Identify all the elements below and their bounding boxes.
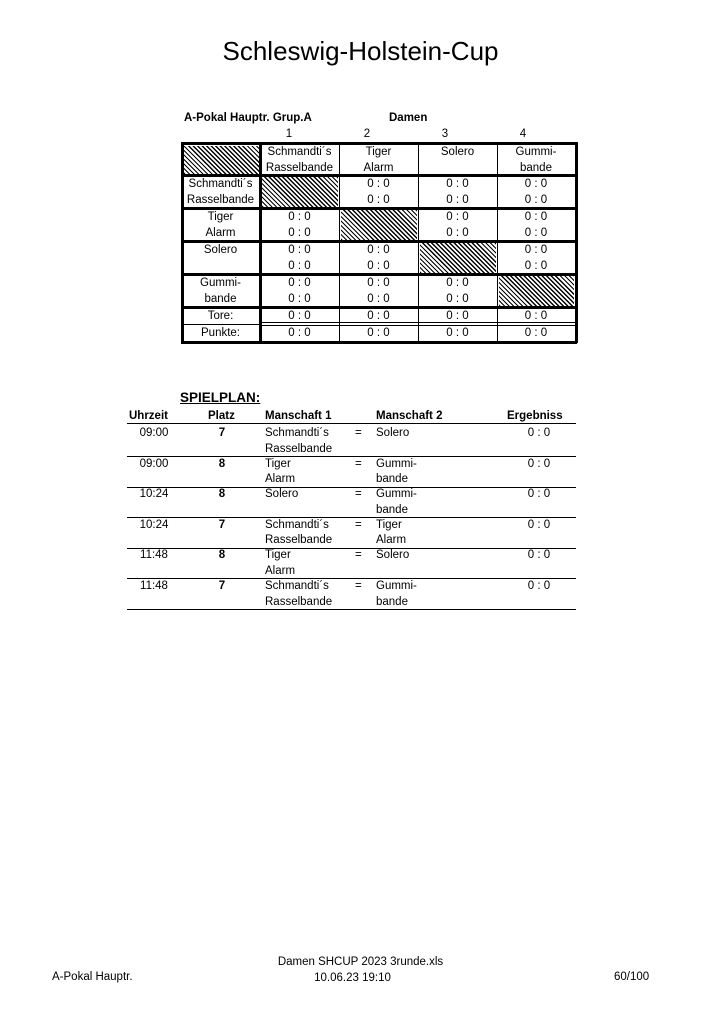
team-header: Alarm (363, 162, 394, 174)
match-team1: Rasselbande (265, 534, 333, 547)
row-border (181, 207, 577, 210)
match-team1: Schmandti´s (265, 580, 329, 592)
score-cell: 0 : 0 (367, 178, 390, 190)
match-separator: = (355, 457, 362, 470)
row-border (181, 324, 260, 325)
match-team1: Rasselbande (265, 442, 333, 455)
match-team1: Tiger (265, 457, 291, 470)
footer-datetime: 10.06.23 19:10 (314, 972, 391, 984)
match-time: 09:00 (139, 427, 169, 439)
match-field: 8 (218, 549, 226, 562)
team-header: Solero (440, 146, 475, 158)
hatched-cell (184, 146, 259, 174)
column-number: 4 (519, 128, 527, 140)
score-cell: 0 : 0 (367, 194, 390, 206)
team-row-label: Rasselbande (186, 194, 255, 206)
table-border (181, 341, 577, 344)
match-team1: Tiger (265, 549, 291, 562)
team-row-label: Solero (203, 244, 238, 256)
score-cell: 0 : 0 (524, 260, 548, 272)
score-cell: 0 : 0 (524, 211, 548, 223)
score-cell: 0 : 0 (367, 260, 390, 272)
match-time: 11:48 (140, 549, 168, 562)
match-separator: = (355, 518, 362, 531)
team-header: Gummi- (515, 146, 557, 158)
team-header: Schmandti´s (267, 146, 332, 158)
team-row-label: bande (204, 293, 237, 305)
column-border (339, 143, 340, 342)
totals-value: 0 : 0 (367, 310, 390, 322)
match-separator: = (355, 427, 362, 439)
team-header: Tiger (365, 146, 392, 158)
score-cell: 0 : 0 (446, 194, 469, 206)
column-number: 1 (285, 128, 293, 140)
totals-value: 0 : 0 (288, 327, 311, 339)
totals-value: 0 : 0 (524, 327, 548, 339)
score-cell: 0 : 0 (288, 293, 311, 305)
match-team1: Alarm (265, 564, 296, 577)
match-result: 0 : 0 (527, 518, 551, 531)
schedule-row-rule (127, 609, 576, 610)
score-cell: 0 : 0 (446, 293, 469, 305)
match-team2: bande (376, 473, 408, 486)
match-separator: = (355, 488, 362, 501)
team-header: Rasselbande (265, 162, 334, 174)
header-field: Platz (208, 410, 235, 422)
team-row-label: Gummi- (200, 277, 241, 289)
match-team2: bande (376, 503, 408, 516)
column-border (497, 143, 498, 342)
match-team2: Solero (376, 427, 410, 439)
match-team1: Rasselbande (265, 595, 333, 608)
match-result: 0 : 0 (527, 427, 551, 439)
hatched-cell (341, 210, 417, 240)
score-cell: 0 : 0 (288, 211, 311, 223)
match-time: 09:00 (139, 457, 169, 470)
schedule-title: SPIELPLAN: (180, 390, 261, 405)
column-border (418, 143, 419, 342)
match-time: 10:24 (139, 488, 169, 501)
totals-label: Punkte: (201, 327, 240, 339)
hatched-cell (499, 276, 574, 306)
match-team1: Schmandti´s (265, 427, 329, 439)
match-team2: Solero (376, 549, 410, 562)
row-border (181, 240, 577, 243)
score-cell: 0 : 0 (288, 260, 311, 272)
schedule-header-rule (127, 423, 576, 424)
table-border (181, 142, 184, 343)
score-cell: 0 : 0 (367, 293, 390, 305)
match-field: 8 (218, 457, 226, 470)
match-team2: Gummi- (376, 457, 417, 470)
table-border (181, 142, 577, 145)
match-result: 0 : 0 (527, 580, 551, 592)
header-team1: Manschaft 1 (265, 410, 332, 422)
hatched-cell (420, 243, 496, 273)
header-team2: Manschaft 2 (376, 410, 443, 422)
match-separator: = (355, 580, 362, 592)
footer-file: Damen SHCUP 2023 3runde.xls (277, 956, 444, 968)
score-cell: 0 : 0 (524, 194, 548, 206)
match-team1: Schmandti´s (265, 518, 329, 531)
match-team2: bande (376, 595, 408, 608)
match-field: 8 (218, 488, 226, 501)
match-field: 7 (218, 518, 226, 531)
column-border (259, 142, 262, 343)
match-result: 0 : 0 (527, 488, 551, 501)
match-result: 0 : 0 (527, 549, 551, 562)
score-cell: 0 : 0 (288, 227, 311, 239)
row-border (181, 306, 577, 309)
totals-value: 0 : 0 (288, 310, 311, 322)
team-row-label: Schmandti´s (188, 178, 253, 190)
row-border (181, 273, 577, 276)
score-cell: 0 : 0 (367, 277, 390, 289)
footer-left: A-Pokal Hauptr. (52, 971, 133, 983)
match-team1: Alarm (265, 473, 296, 486)
header-result: Ergebniss (507, 410, 563, 422)
group-category: Damen (389, 112, 428, 124)
match-field: 7 (218, 427, 226, 439)
team-header: bande (520, 162, 552, 174)
score-cell: 0 : 0 (524, 244, 548, 256)
score-cell: 0 : 0 (367, 244, 390, 256)
score-cell: 0 : 0 (446, 211, 469, 223)
match-field: 7 (218, 580, 226, 592)
header-time: Uhrzeit (129, 410, 168, 422)
group-name: A-Pokal Hauptr. Grup.A (184, 112, 312, 124)
page-title: Schleswig-Holstein-Cup (222, 36, 499, 66)
match-team2: Gummi- (376, 580, 417, 592)
match-separator: = (355, 549, 362, 562)
totals-label: Tore: (207, 310, 234, 322)
totals-value: 0 : 0 (446, 310, 469, 322)
footer-page-number: 60/100 (614, 971, 650, 983)
row-border (181, 174, 577, 177)
totals-value: 0 : 0 (524, 310, 548, 322)
match-team2: Tiger (376, 518, 402, 531)
table-border (575, 142, 578, 343)
hatched-cell (262, 177, 338, 207)
score-cell: 0 : 0 (524, 178, 548, 190)
totals-value: 0 : 0 (367, 327, 390, 339)
match-result: 0 : 0 (527, 457, 551, 470)
score-cell: 0 : 0 (446, 178, 469, 190)
column-number: 3 (441, 128, 449, 140)
match-time: 10:24 (139, 518, 169, 531)
score-cell: 0 : 0 (446, 227, 469, 239)
match-team2: Gummi- (376, 488, 417, 501)
team-row-label: Tiger (207, 211, 234, 223)
score-cell: 0 : 0 (288, 277, 311, 289)
match-team2: Alarm (376, 534, 407, 547)
column-number: 2 (363, 128, 371, 140)
totals-value: 0 : 0 (446, 327, 469, 339)
score-cell: 0 : 0 (446, 277, 469, 289)
match-team1: Solero (265, 488, 299, 501)
team-row-label: Alarm (205, 227, 236, 239)
match-time: 11:48 (140, 580, 168, 592)
score-cell: 0 : 0 (524, 227, 548, 239)
score-cell: 0 : 0 (288, 244, 311, 256)
